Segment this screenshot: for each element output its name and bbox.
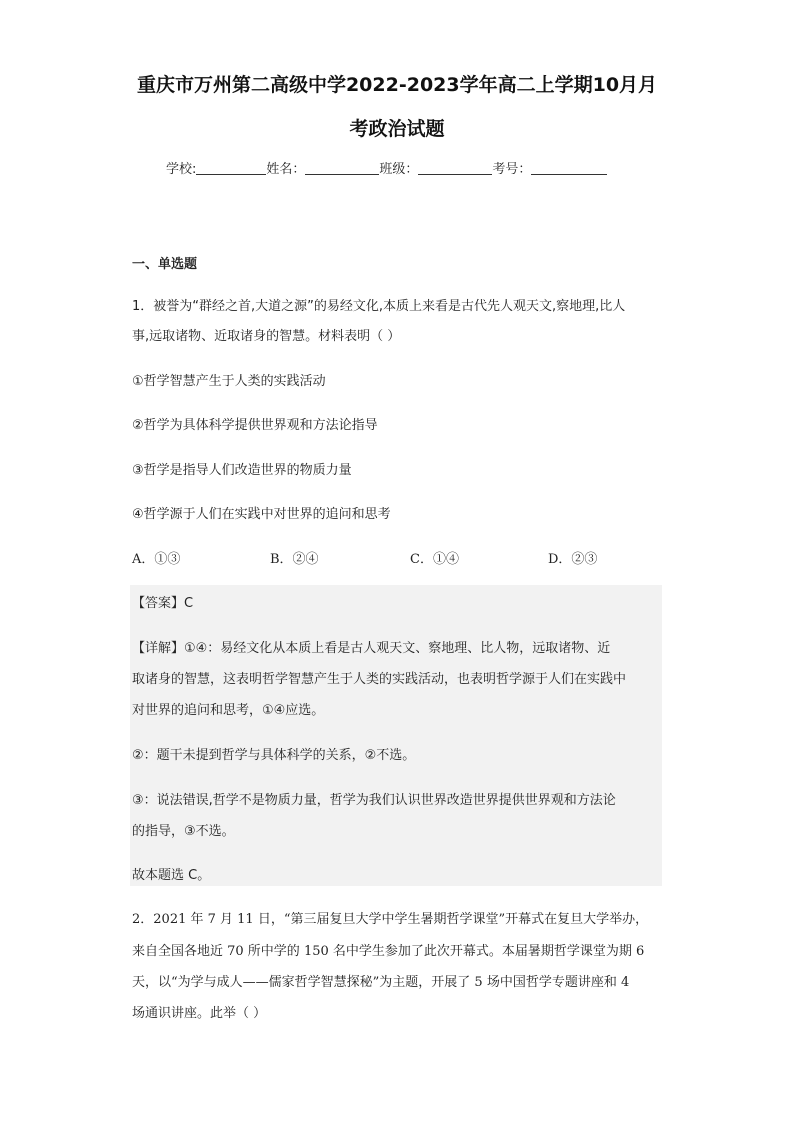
exam-number-blank xyxy=(531,161,607,175)
q1-option-d: D．②③ xyxy=(548,552,598,567)
q1-detail-line3: 对世界的追问和思考，①④应选。 xyxy=(132,703,325,718)
name-label: 姓名： xyxy=(266,162,306,177)
school-label: 学校: xyxy=(166,162,197,177)
q1-detail-line1: 【详解】①④：易经文化从本质上看是古人观天文、察地理、比人物，远取诸物、近 xyxy=(132,641,611,656)
q1-item-4: ④哲学源于人们在实践中对世界的追问和思考 xyxy=(132,507,391,522)
class-blank xyxy=(418,161,492,175)
student-info-row xyxy=(166,158,607,177)
q1-stem-line2: 事,远取诸物、近取诸身的智慧。材料表明（ ） xyxy=(132,329,401,344)
exam-title-line2: 考政治试题 xyxy=(349,118,445,140)
q2-stem-line2: 来自全国各地近 70 所中学的 150 名中学生参加了此次开幕式。本届暑期哲学课堂为期 6 xyxy=(132,944,645,959)
class-label: 班级： xyxy=(379,162,419,177)
q1-item-3: ③哲学是指导人们改造世界的物质力量 xyxy=(132,463,352,478)
q1-option-b: B．②④ xyxy=(270,552,319,567)
q1-detail-line4: ②：题干未提到哲学与具体科学的关系，②不选。 xyxy=(132,748,416,763)
q2-stem-line4: 场通识讲座。此举（ ） xyxy=(132,1006,267,1021)
q1-item-2: ②哲学为具体科学提供世界观和方法论指导 xyxy=(132,418,378,433)
q1-option-a: A．①③ xyxy=(132,552,181,567)
q2-stem-line3: 天，以“为学与成人——儒家哲学智慧探秘”为主题，开展了 5 场中国哲学专题讲座和 4 xyxy=(132,975,630,990)
q1-detail-line2: 取诸身的智慧，这表明哲学智慧产生于人类的实践活动，也表明哲学源于人们在实践中 xyxy=(132,672,627,687)
exam-title-line1: 重庆市万州第二高级中学2022-2023学年高二上学期10月月 xyxy=(136,74,658,96)
q1-detail-line7: 故本题选 C。 xyxy=(132,868,211,883)
school-blank xyxy=(196,161,266,175)
q2-stem-line1: 2．2021 年 7 月 11 日，“第三届复旦大学中学生暑期哲学课堂”开幕式在复旦大学举办， xyxy=(132,912,649,927)
q1-stem-line1: 1．被誉为“群经之首,大道之源”的易经文化,本质上来看是古代先人观天文,察地理,比人 xyxy=(132,299,626,314)
q1-detail-line6: 的指导，③不选。 xyxy=(132,824,235,839)
exam-number-label: 考号： xyxy=(492,162,532,177)
section-title: 一、单选题 xyxy=(132,257,198,272)
q1-answer: 【答案】C xyxy=(132,596,194,611)
q1-detail-line5: ③：说法错误,哲学不是物质力量，哲学为我们认识世界改造世界提供世界观和方法论 xyxy=(132,793,616,808)
q1-option-c: C．①④ xyxy=(410,552,459,567)
answer-explanation-box xyxy=(130,585,662,886)
name-blank xyxy=(305,161,379,175)
q1-item-1: ①哲学智慧产生于人类的实践活动 xyxy=(132,374,326,389)
